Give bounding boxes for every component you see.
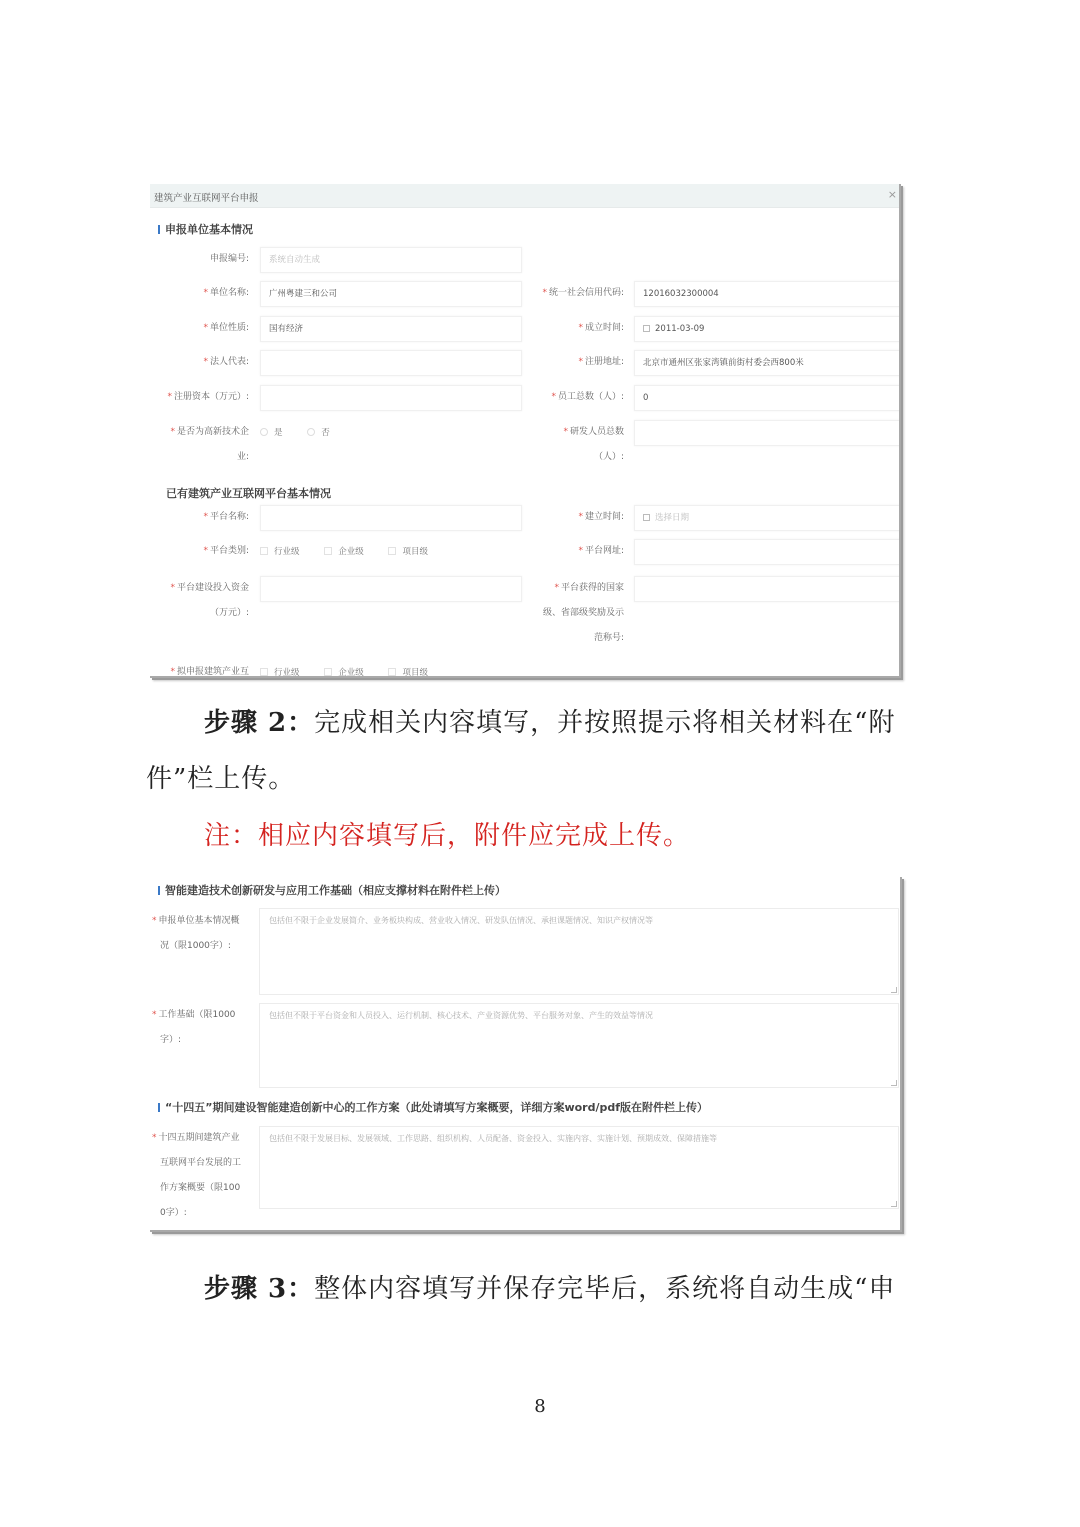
platform-url-input[interactable] xyxy=(634,539,901,565)
calendar-icon xyxy=(643,514,650,521)
established-date-picker[interactable]: 2011-03-09 xyxy=(634,316,901,342)
label-platform-url: * 平台网址: xyxy=(578,546,624,556)
investment-input[interactable] xyxy=(260,576,522,602)
reg-address-input[interactable]: 北京市通州区张家湾镇前街村委会西800米 xyxy=(634,350,901,376)
report-no-input[interactable]: 系统自动生成 xyxy=(260,247,522,273)
high-tech-radio-group xyxy=(260,426,352,440)
close-icon[interactable]: × xyxy=(887,188,897,201)
label-legal-rep: * 法人代表: xyxy=(203,357,249,367)
checkbox-project-level[interactable]: 项目级 xyxy=(388,666,428,678)
rd-staff-input[interactable] xyxy=(634,420,901,446)
label-high-tech-1: * 是否为高新技术企 xyxy=(170,427,249,437)
label-reg-address: * 注册地址: xyxy=(578,357,624,367)
note-text: 注：相应内容填写后，附件应完成上传。 xyxy=(204,821,691,851)
resize-handle-icon[interactable] xyxy=(891,987,897,993)
label-foundation-2: 字）: xyxy=(160,1035,182,1045)
page-number: 8 xyxy=(534,1396,546,1417)
platform-category-checkbox-group xyxy=(260,545,450,559)
radio-circle-icon xyxy=(260,428,268,436)
checkbox-icon xyxy=(324,547,332,555)
section-marker xyxy=(158,1103,160,1112)
credit-code-input[interactable]: 12016032300004 xyxy=(634,281,901,307)
section-title-basic-info: 申报单位基本情况 xyxy=(158,221,253,237)
label-rd-staff-2: （人）: xyxy=(593,452,624,462)
plan-textarea[interactable]: 包括但不限于发展目标、发展领域、工作思路、组织机构、人员配备、资金投入、实施内容、实施计划、预期成效、保障措施等 xyxy=(259,1126,899,1209)
label-reg-capital: * 注册资本（万元）: xyxy=(167,392,249,402)
checkbox-enterprise-level[interactable]: 企业级 xyxy=(324,666,364,678)
label-awards-1: * 平台获得的国家 xyxy=(554,583,624,593)
label-report-no: 申报编号: xyxy=(209,254,249,264)
label-rd-staff-1: * 研发人员总数 xyxy=(563,427,624,437)
label-credit-code: * 统一社会信用代码: xyxy=(542,288,624,298)
label-plan-2: 互联网平台发展的工 xyxy=(160,1158,242,1168)
checkbox-enterprise-level[interactable]: 企业级 xyxy=(324,545,364,559)
checkbox-industry-level[interactable]: 行业级 xyxy=(260,545,300,559)
section-marker xyxy=(158,225,160,234)
label-plan-4: 0字）: xyxy=(160,1208,187,1218)
overview-textarea[interactable]: 包括但不限于企业发展简介、业务板块构成、营业收入情况、研发队伍情况、承担课题情况、知识产权情况等 xyxy=(259,908,899,995)
checkbox-icon xyxy=(260,547,268,555)
label-unit-name: * 单位名称: xyxy=(203,288,249,298)
resize-handle-icon[interactable] xyxy=(891,1201,897,1207)
work-plan-form-screenshot xyxy=(150,877,902,1232)
checkbox-industry-level[interactable]: 行业级 xyxy=(260,666,300,678)
unit-nature-select[interactable]: 国有经济 xyxy=(260,316,522,342)
employees-input[interactable]: 0 xyxy=(634,385,901,411)
section-title-work-plan: “十四五”期间建设智能建造创新中心的工作方案（此处请填写方案概要，详细方案word/pdf版在附件栏上传） xyxy=(158,1099,708,1115)
label-unit-nature: * 单位性质: xyxy=(203,323,249,333)
label-platform-built: * 建立时间: xyxy=(578,512,624,522)
label-high-tech-2: 业: xyxy=(236,452,249,462)
checkbox-icon xyxy=(388,668,396,676)
section-title-work-foundation: 智能建造技术创新研发与应用工作基础（相应支撑材料在附件栏上传） xyxy=(158,882,506,898)
radio-circle-icon xyxy=(307,428,315,436)
label-planned-platform: * 拟申报建筑产业互 xyxy=(170,667,249,677)
step3-paragraph-line1: 步骤 3：整体内容填写并保存完毕后，系统将自动生成“申 xyxy=(204,1274,896,1304)
resize-handle-icon[interactable] xyxy=(891,1080,897,1086)
label-investment-1: * 平台建设投入资金 xyxy=(170,583,249,593)
section-marker xyxy=(158,886,160,895)
label-platform-name: * 平台名称: xyxy=(203,512,249,522)
platform-built-date-picker[interactable]: 选择日期 xyxy=(634,505,901,531)
reg-capital-input[interactable] xyxy=(260,385,522,411)
label-awards-2: 级、省部级奖励及示 xyxy=(542,608,624,618)
step2-paragraph-line2: 件”栏上传。 xyxy=(146,764,296,794)
platform-name-input[interactable] xyxy=(260,505,522,531)
label-foundation-1: * 工作基础（限1000 xyxy=(152,1010,236,1020)
step2-paragraph-line1: 步骤 2：完成相关内容填写，并按照提示将相关材料在“附 xyxy=(204,708,896,738)
label-awards-3: 范称号: xyxy=(593,633,624,643)
radio-yes[interactable]: 是 xyxy=(260,426,283,440)
planned-category-checkbox-group xyxy=(260,666,450,678)
label-employees: * 员工总数（人）: xyxy=(551,392,624,402)
label-overview-2: 况（限1000字）: xyxy=(160,941,231,951)
unit-name-input[interactable]: 广州粤建三和公司 xyxy=(260,281,522,307)
dialog-header xyxy=(150,184,899,208)
checkbox-icon xyxy=(260,668,268,676)
checkbox-project-level[interactable]: 项目级 xyxy=(388,545,428,559)
label-plan-1: * 十四五期间建筑产业 xyxy=(152,1133,240,1143)
checkbox-icon xyxy=(324,668,332,676)
application-dialog-screenshot xyxy=(150,184,901,678)
calendar-icon xyxy=(643,325,650,332)
label-investment-2: （万元）: xyxy=(209,608,249,618)
legal-rep-input[interactable] xyxy=(260,350,522,376)
label-established: * 成立时间: xyxy=(578,323,624,333)
awards-input[interactable] xyxy=(634,576,901,602)
label-platform-category: * 平台类别: xyxy=(203,546,249,556)
label-overview-1: * 申报单位基本情况概 xyxy=(152,916,240,926)
section-title-existing-platform: 已有建筑产业互联网平台基本情况 xyxy=(166,487,331,500)
radio-no[interactable]: 否 xyxy=(307,426,330,440)
checkbox-icon xyxy=(388,547,396,555)
foundation-textarea[interactable]: 包括但不限于平台资金和人员投入、运行机制、核心技术、产业资源优势、平台服务对象、产生的效益等情况 xyxy=(259,1003,899,1088)
label-plan-3: 作方案概要（限100 xyxy=(160,1183,241,1193)
dialog-title: 建筑产业互联网平台申报 xyxy=(154,193,259,204)
